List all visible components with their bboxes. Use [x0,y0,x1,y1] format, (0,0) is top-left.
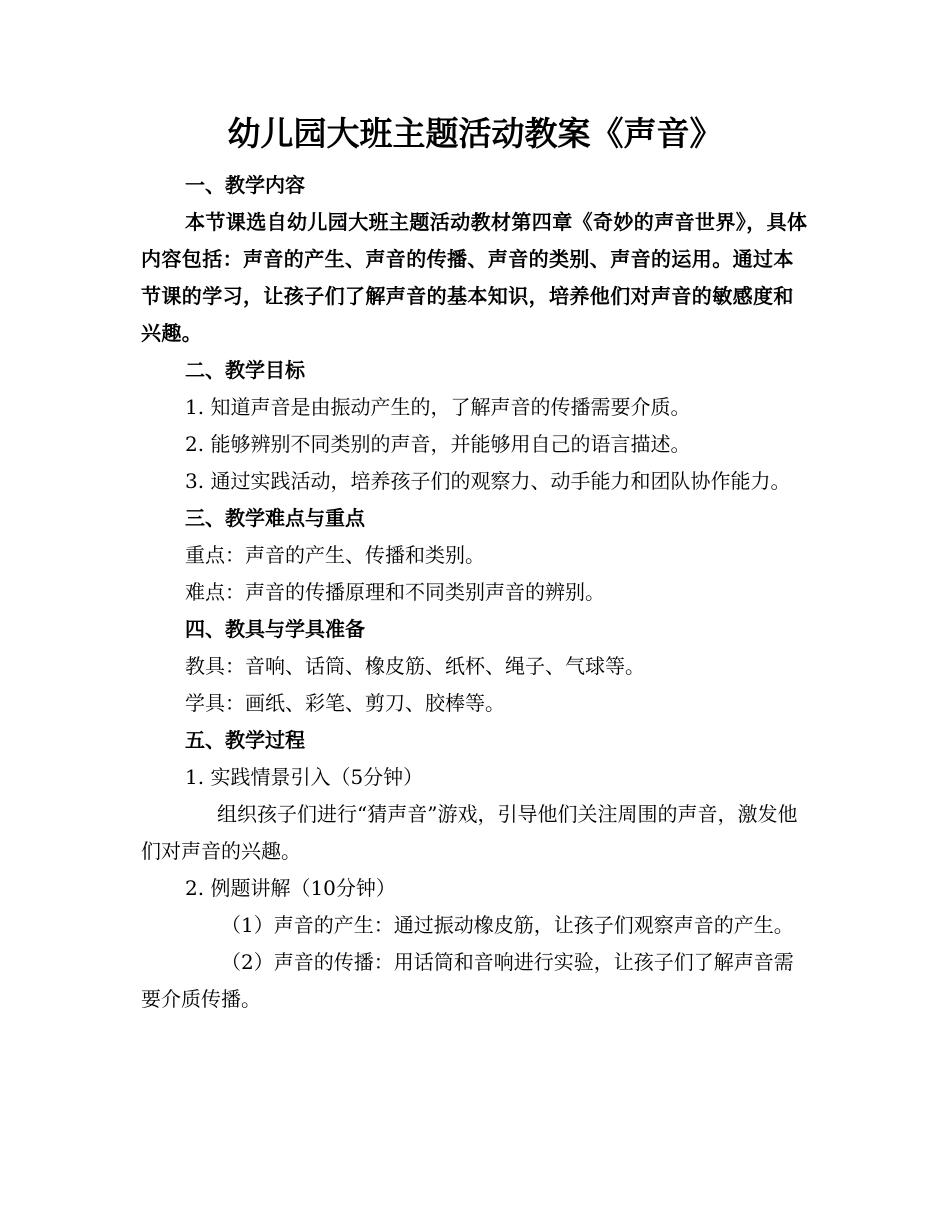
section-heading-content: 一、教学内容 [185,173,305,197]
process-step-2: 2. 例题讲解（10分钟） [185,876,396,900]
goal-item-2: 2. 能够辨别不同类别的声音，并能够用自己的语言描述。 [185,432,691,456]
document-title: 幼儿园大班主题活动教案《声音》 [227,114,723,153]
section-heading-materials: 四、教具与学具准备 [185,617,365,641]
difficulty-text: 难点：声音的传播原理和不同类别声音的辨别。 [185,580,605,604]
section-heading-goals: 二、教学目标 [185,358,305,382]
process-step-1-text: 组织孩子们进行“猜声音”游戏，引导他们关注周围的声音，激发他们对声音的兴趣。 [141,802,798,863]
key-point-text: 重点：声音的产生、传播和类别。 [185,543,485,567]
document-body [141,167,809,1018]
teacher-materials: 教具：音响、话筒、橡皮筋、纸杯、绳子、气球等。 [185,654,645,678]
content-paragraph: 本节课选自幼儿园大班主题活动教材第四章《奇妙的声音世界》，具体内容包括：声音的产生、声音的传播、声音的类别、声音的运用。通过本节课的学习，让孩子们了解声音的基本知识，培养他们对声音的敏感度和兴趣。 [141,210,808,345]
process-step-2-b: （2）声音的传播：用话筒和音响进行实验，让孩子们了解声音需要介质传播。 [141,950,794,1011]
section-heading-process: 五、教学过程 [185,728,305,752]
process-step-2-a: （1）声音的产生：通过振动橡皮筋，让孩子们观察声音的产生。 [221,913,794,937]
goal-item-1: 1. 知道声音是由振动产生的，了解声音的传播需要介质。 [185,395,691,419]
section-heading-key-points: 三、教学难点与重点 [185,506,365,530]
goal-item-3: 3. 通过实践活动，培养孩子们的观察力、动手能力和团队协作能力。 [185,469,791,493]
student-materials: 学具：画纸、彩笔、剪刀、胶棒等。 [185,691,505,715]
process-step-1: 1. 实践情景引入（5分钟） [185,765,424,789]
